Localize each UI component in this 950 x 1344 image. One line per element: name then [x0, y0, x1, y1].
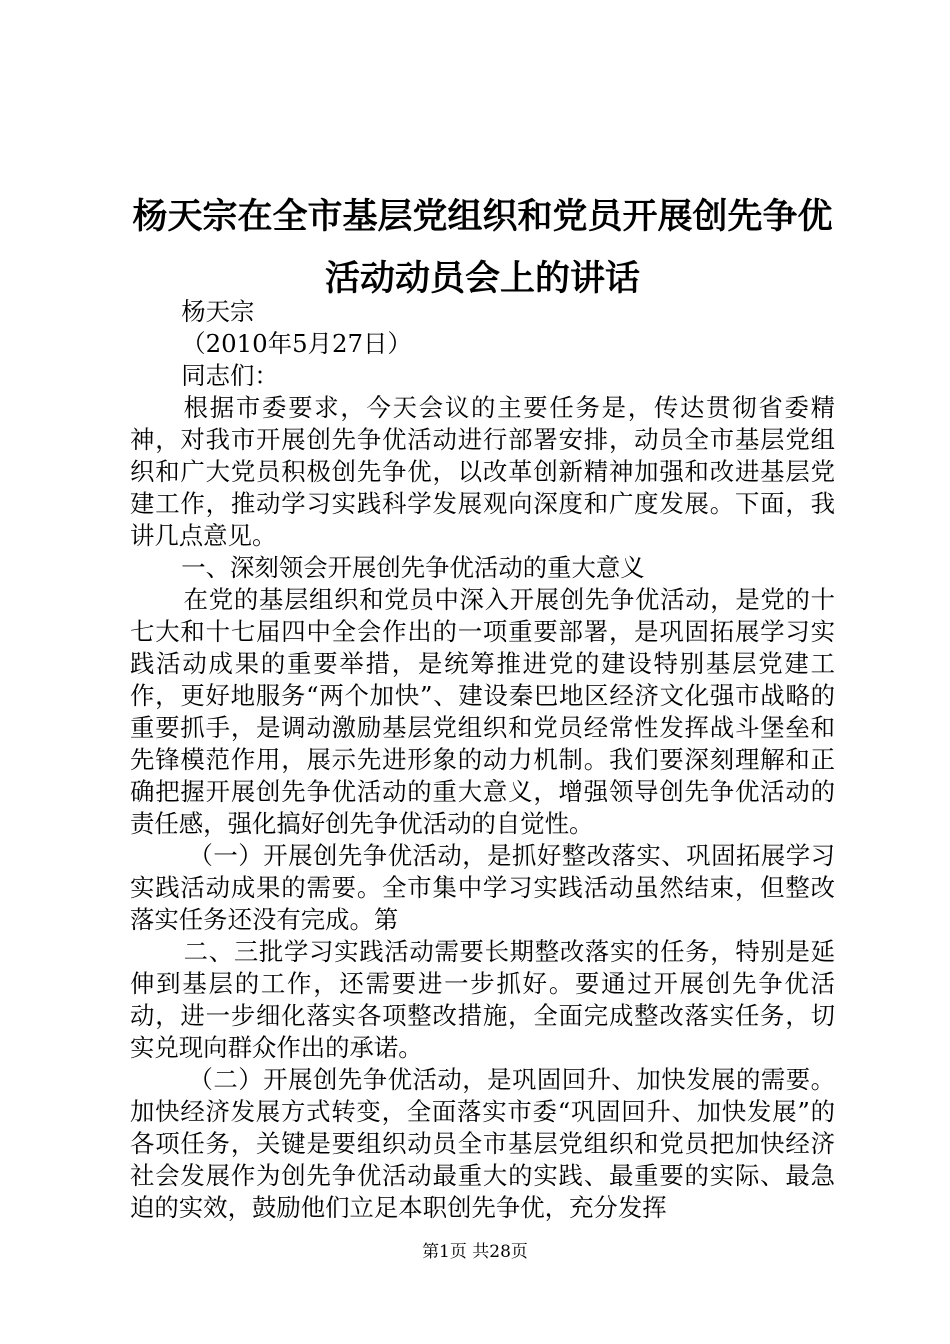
paragraph: 根据市委要求，今天会议的主要任务是，传达贯彻省委精神，对我市开展创先争优活动进行部署安排，动员全市基层党组织和广大党员积极创先争优，以改革创新精神加强和改进基层党建工作，推动学习实践科学发展观向深度和广度发展。下面，我讲几点意见。	[130, 393, 835, 550]
paragraph: （二）开展创先争优活动，是巩固回升、加快发展的需要。加快经济发展方式转变，全面落实市委“巩固回升、加快发展”的各项任务，关键是要组织动员全市基层党组织和党员把加快经济社会发展作为创先争优活动最重大的实践、最重要的实际、最急迫的实效，鼓励他们立足本职创先争优，充分发挥	[130, 1065, 835, 1222]
paragraph: （一）开展创先争优活动，是抓好整改落实、巩固拓展学习实践活动成果的需要。全市集中学习实践活动虽然结束，但整改落实任务还没有完成。第	[130, 841, 835, 934]
document-body	[130, 296, 835, 1224]
document-title: 杨天宗在全市基层党组织和党员开展创先争优活动动员会上的讲话	[132, 196, 833, 299]
paragraph: 二、三批学习实践活动需要长期整改落实的任务，特别是延伸到基层的工作，还需要进一步抓好。要通过开展创先争优活动，进一步细化落实各项整改措施，全面完成整改落实任务，切实兑现向群众作出的承诺。	[130, 937, 835, 1062]
page-footer: 第1页 共28页	[422, 1242, 528, 1262]
author-line: 杨天宗	[181, 297, 255, 326]
document-page	[130, 0, 835, 1344]
date-line: （2010年5月27日）	[181, 329, 412, 358]
paragraph: 在党的基层组织和党员中深入开展创先争优活动，是党的十七大和十七届四中全会作出的一项重要部署，是巩固拓展学习实践活动成果的重要举措，是统筹推进党的建设特别基层党建工作，更好地服务“两个加快”、建设秦巴地区经济文化强市战略的重要抓手，是调动激励基层党组织和党员经常性发挥战斗堡垒和先锋模范作用，展示先进形象的动力机制。我们要深刻理解和正确把握开展创先争优活动的重大意义，增强领导创先争优活动的责任感，强化搞好创先争优活动的自觉性。	[130, 585, 835, 838]
salutation-line: 同志们：	[181, 361, 279, 390]
section-heading: 一、深刻领会开展创先争优活动的重大意义	[181, 553, 645, 582]
